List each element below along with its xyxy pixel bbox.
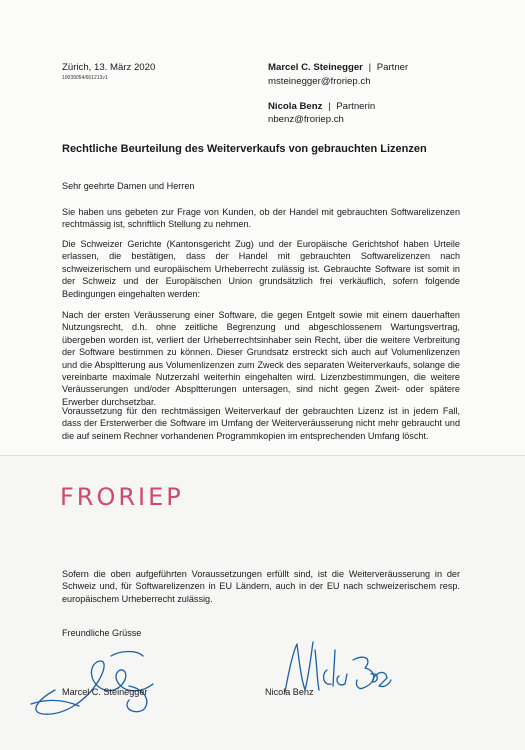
signatory-benz: Nicola Benz <box>265 687 314 697</box>
reference-number: 10039054/661213v1 <box>62 75 108 81</box>
contact-primary-name: Marcel C. Steinegger <box>268 62 363 73</box>
paragraph-precondition: Voraussetzung für den rechtmässigen Weiterverkauf der gebrauchten Lizenz ist in jedem Fall, dass der Ersterwerber die Software im Umfang der Weiterveräusserung nicht mehr gebraucht und die auf seinem Rechner vorhandenen Programmkopien im entsprechenden Umfang löscht. <box>62 406 460 441</box>
paragraph-first-sale: Nach der ersten Veräusserung einer Software, die gegen Entgelt sowie mit einem dauerhaften Nutzungsrecht, d.h. ohne zeitliche Begrenzung und abgeschlossenem Wartungsvertrag, übergeben worden ist, verliert der Urheberrechtsinhaber sein Recht, über die weitere Verbreitung der Software bestimmen zu können. Dieser Grundsatz erstreckt sich auch auf Volumenlizenzen und die Abspltterung aus Volumenlizenzen zum Zweck des separaten Weiterverkaufs, solange die vereinbarte maximale Nutzerzahl weiterhin eingehalten wird. Lizenzbestimmungen, die weitere Veräusserungen und/oder Abspltterungen untersagen, sind nicht gegen Zweit- oder spätere Erwerber durchsetzbar. <box>62 310 460 407</box>
contact-primary-line <box>268 62 408 74</box>
contact-primary-email[interactable]: msteinegger@froriep.ch <box>268 76 371 87</box>
paragraph-conclusion: Sofern die oben aufgeführten Voraussetzungen erfüllt sind, ist die Weiterveräusserung in der Schweiz und, für Softwarelizenzen in EU Ländern, auch in der EU nach schweizerischem resp. europäischem Urheberrecht zulässig. <box>62 569 460 604</box>
signature-steinegger-image <box>25 640 195 720</box>
separator: | <box>328 101 331 112</box>
signatory-steinegger: Marcel C. Steinegger <box>62 687 148 697</box>
salutation: Sehr geehrte Damen und Herren <box>62 181 195 191</box>
separator: | <box>368 62 372 73</box>
contact-primary-role: Partner <box>376 62 409 73</box>
contact-secondary-role: Partnerin <box>336 101 376 112</box>
contact-secondary-name: Nicola Benz <box>268 101 323 112</box>
document-title: Rechtliche Beurteilung des Weiterverkaufs von gebrauchten Lizenzen <box>62 143 427 155</box>
contact-secondary-line <box>268 101 375 113</box>
contact-secondary-email[interactable]: nbenz@froriep.ch <box>268 114 344 125</box>
closing: Freundliche Grüsse <box>62 628 142 638</box>
froriep-logo: FRORIEP <box>60 483 184 511</box>
page-divider <box>0 455 525 456</box>
paragraph-request: Sie haben uns gebeten zur Frage von Kunden, ob der Handel mit gebrauchten Softwarelizenzen rechtmässig ist, schriftlich Stellung zu nehmen. <box>62 207 460 230</box>
paragraph-court-rulings: Die Schweizer Gerichte (Kantonsgericht Zug) und der Europäische Gerichtshof haben Urteile erlassen, die bestätigen, dass der Handel mit gebrauchten Softwarelizenzen nach schweizerischem und europäischem Urheberrecht zulässig ist. Gebrauchte Software ist somit in der Schweiz und der Europäischen Union grundsätzlich frei verkäuflich, sofern folgende Bedingungen eingehalten werden: <box>62 239 460 299</box>
place-date: Zürich, 13. März 2020 <box>62 62 156 73</box>
